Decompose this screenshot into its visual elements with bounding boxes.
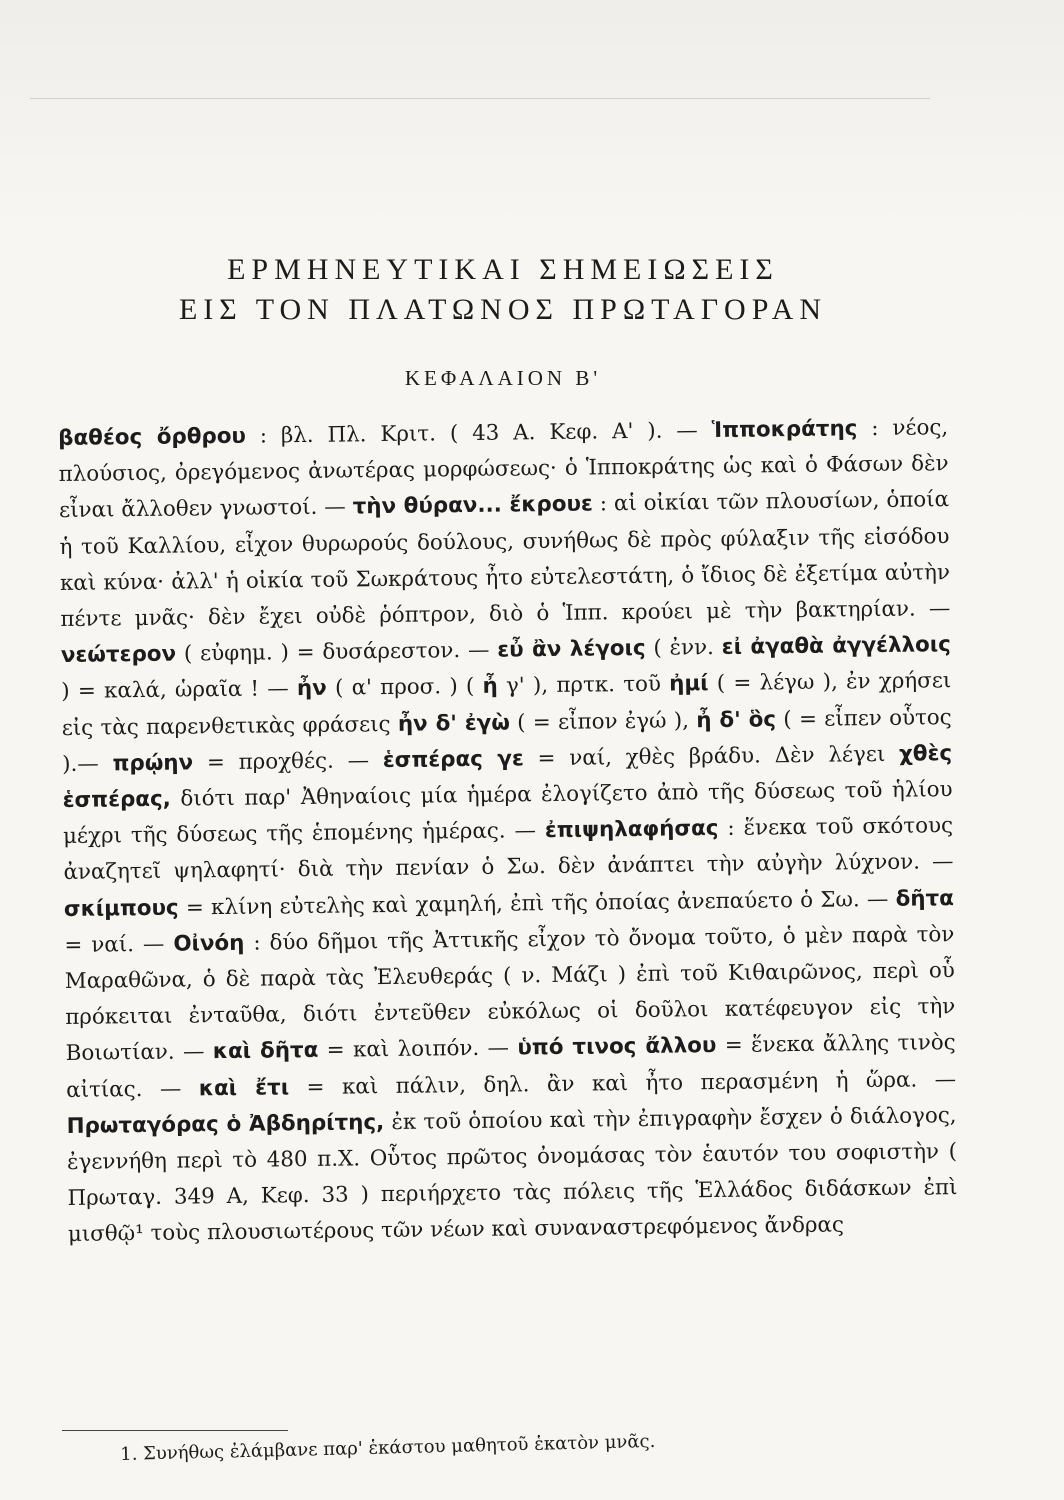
gloss: = ναί, χθὲς βράδυ. Δὲν λέγει: [523, 741, 900, 772]
gloss: ἐκ τοῦ ὁποίου καὶ τὴν ἐπιγραφὴν ἔσχεν ὁ διάλογος, ἐγεννήθη περὶ τὸ 480 π.Χ. Οὗτος πρῶτος ὀνομάσας τὸν ἑαυτόν του σοφιστὴν ( Πρωταγ. 349 Α, Κεφ. 33 ) περιήρχετο τὰς πόλεις τῆς Ἑλλάδος διδάσκων ἐπὶ μισθῷ¹ τοὺς πλουσιωτέρους τῶν νέων καὶ συναναστρεφόμενος ἄνδρας: [66, 1102, 958, 1248]
title-line-2: ΕΙΣ ΤΟΝ ΠΛΑΤΩΝΟΣ ΠΡΩΤΑΓΟΡΑΝ: [178, 293, 828, 326]
gloss: : νέος, πλούσιος, ὀρεγόμενος ἀνωτέρας μορφώσεως· ὁ Ἱπποκράτης ὡς καὶ ὁ Φάσων δὲν εἶναι ἄλλοθεν γνωστοί. —: [58, 415, 949, 524]
lemma: εὖ ἂν λέγοις: [497, 636, 646, 663]
gloss: = ἕνεκα ἄλλης τινὸς αἰτίας. —: [66, 1030, 956, 1103]
page-title: [58, 250, 948, 330]
page-content: [58, 250, 958, 1254]
gloss: ( = εἶπον ἐγώ ),: [509, 707, 697, 736]
gloss: : ἕνεκα τοῦ σκότους ἀναζητεῖ ψηλαφητί· διὰ τὴν πενίαν ὁ Σω. δὲν ἀνάπτει τὴν αὐγὴν λύχνον. —: [63, 813, 954, 886]
lemma: ἑσπέρας γε: [382, 746, 524, 773]
lemma: ἐπιψηλαφήσας: [544, 816, 719, 844]
commentary-paragraph: [58, 410, 958, 1253]
gloss: = κλίνη εὐτελὴς καὶ χαμηλή, ἐπὶ τῆς ὁποίας ἀνεπαύετο ὁ Σω. —: [178, 886, 896, 921]
lemma: ἦν: [296, 676, 327, 702]
lemma: Ἱπποκράτης: [711, 416, 858, 444]
lemma: ἠμί: [669, 671, 709, 697]
bleed-through-background: [0, 0, 1064, 230]
lemma: ἦν δ' ἐγὼ: [397, 710, 511, 737]
gloss: = ναί. —: [64, 931, 174, 958]
gloss: ( εὐφημ. ) = δυσάρεστον. —: [175, 637, 498, 667]
footnote-rule: [62, 1430, 288, 1431]
lemma: Πρωταγόρας ὁ Ἀβδηρίτης,: [66, 1109, 385, 1139]
gloss: γ' ), πρτκ. τοῦ: [497, 671, 670, 700]
gloss: = καὶ πάλιν, δηλ. ἂν καὶ ἦτο περασμένη ἡ ὥρα. —: [288, 1066, 957, 1100]
lemma: σκίμπους: [63, 895, 179, 922]
lemma: ὑπό τινος ἄλλου: [517, 1033, 717, 1061]
lemma: πρῴην: [112, 750, 194, 777]
gloss: : βλ. Πλ. Κριτ. ( 43 Α. Κεφ. Α' ). —: [245, 418, 712, 449]
gloss: : αἱ οἰκίαι τῶν πλουσίων, ὁποία ἡ τοῦ Καλλίου, εἶχον θυρωρούς δούλους, συνήθως δὲ πρὸς φύλαξιν τῆς εἰσόδου καὶ κύνα· ἀλλ' ἡ οἰκία τοῦ Σωκράτους ἦτο εὐτελεστάτη, ὁ ἴδιος δὲ ἐξετίμα αὐτὴν πέντε μνᾶς· δὲν ἔχει οὐδὲ ῥόπτρον, διὸ ὁ Ἱππ. κρούει μὲ τὴν βακτηρίαν. —: [59, 487, 951, 632]
gloss: = καὶ λοιπόν. —: [318, 1035, 518, 1064]
chapter-heading: ΚΕΦΑΛΑΙΟΝ Β': [404, 366, 602, 390]
gloss: ( = εἶπεν οὗτος ).—: [62, 704, 952, 777]
gloss: ( α' προσ. ) (: [326, 674, 483, 702]
commentary-text: [58, 410, 958, 1253]
gloss: ( = λέγω ), ἐν χρήσει εἰς τὰς παρενθετικὰς φράσεις: [61, 668, 952, 741]
gloss: διότι παρ' Ἀθηναίοις μία ἡμέρα ἐλογίζετο ἀπὸ τῆς δύσεως τοῦ ἡλίου μέχρι τῆς δύσεως τῆς ἑπομένης ἡμέρας. —: [62, 777, 953, 850]
lemma: εἰ ἀγαθὰ ἀγγέλλοις: [721, 632, 951, 661]
lemma: βαθέος ὄρθρου: [58, 423, 247, 451]
gloss: ) = καλά, ὡραῖα ! —: [61, 676, 298, 705]
gloss: : δύο δῆμοι τῆς Ἀττικῆς εἶχον τὸ ὄνομα τοῦτο, ὁ μὲν παρὰ τὸν Μαραθῶνα, ὁ δὲ παρὰ τὰς Ἐλευθεράς ( ν. Μάζι ) ἐπὶ τοῦ Κιθαιρῶνος, περὶ οὗ πρόκειται ἐνταῦθα, διότι ἐντεῦθεν εὐκόλως οἱ δοῦλοι κατέφευγον εἰς τὴν Βοιωτίαν. —: [64, 921, 956, 1067]
lemma: καὶ ἔτι: [198, 1074, 290, 1101]
gloss: = προχθές. —: [192, 747, 383, 776]
footnote: 1. Συνήθως ἐλάμβανε παρ' ἑκάστου μαθητοῦ ἑκατὸν μνᾶς.: [120, 1430, 656, 1465]
lemma: Οἰνόη: [173, 930, 245, 957]
bleed-through-header-rule: [30, 98, 930, 99]
lemma: τὴν θύραν... ἔκρουε: [352, 491, 593, 520]
lemma: καὶ δῆτα: [212, 1038, 319, 1065]
lemma: δῆτα: [895, 885, 955, 912]
lemma: ἦ: [482, 674, 498, 700]
gloss: ( ἐνν.: [645, 635, 722, 662]
lemma: νεώτερον: [60, 641, 177, 669]
lemma: ἦ δ' ὃς: [696, 706, 777, 733]
lemma: χθὲς ἑσπέρας,: [62, 740, 953, 814]
title-line-1: ΕΡΜΗΝΕΥΤΙΚΑΙ ΣΗΜΕΙΩΣΕΙΣ: [227, 253, 779, 286]
